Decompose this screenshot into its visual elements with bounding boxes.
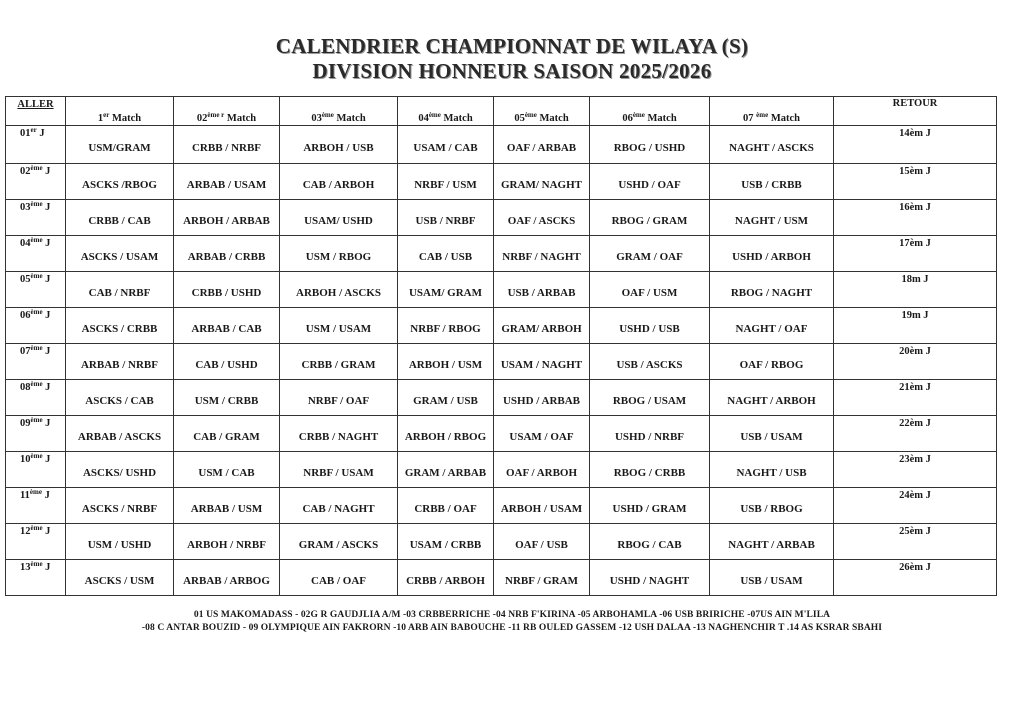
match-cell: NRBF / USAM [280, 452, 398, 488]
match-cell: USM / USHD [66, 524, 174, 560]
schedule-table [5, 96, 997, 596]
retour-cell: 15èm J [834, 164, 997, 200]
match-cell: USHD / NAGHT [590, 560, 710, 596]
match-cell: USHD / ARBOH [710, 236, 834, 272]
match-cell: CAB / NAGHT [280, 488, 398, 524]
match-header: $02^{ème r}$ Match [174, 97, 280, 126]
match-cell: USHD / GRAM [590, 488, 710, 524]
header-row [6, 97, 997, 126]
matchday-cell: 09ème J [6, 416, 66, 452]
retour-cell: 23èm J [834, 452, 997, 488]
match-cell: OAF / USM [590, 272, 710, 308]
table-row [6, 488, 997, 524]
match-cell: USAM / OAF [494, 416, 590, 452]
matchday-cell: 06ème J [6, 308, 66, 344]
retour-cell: 22èm J [834, 416, 997, 452]
match-cell: ASCKS / NRBF [66, 488, 174, 524]
retour-cell: 24èm J [834, 488, 997, 524]
table-row [6, 524, 997, 560]
match-cell: CAB / NRBF [66, 272, 174, 308]
table-row [6, 380, 997, 416]
retour-cell: 16èm J [834, 200, 997, 236]
match-cell: ARBAB / NRBF [66, 344, 174, 380]
match-cell: CAB / ARBOH [280, 164, 398, 200]
retour-cell: 14èm J [834, 126, 997, 164]
match-cell: ARBAB / ASCKS [66, 416, 174, 452]
match-cell: CRBB / CAB [66, 200, 174, 236]
match-cell: USB / ARBAB [494, 272, 590, 308]
matchday-cell: 08ème J [6, 380, 66, 416]
match-cell: OAF / ARBAB [494, 126, 590, 164]
match-header: 05ème Match [494, 97, 590, 126]
match-cell: GRAM/ ARBOH [494, 308, 590, 344]
table-row [6, 452, 997, 488]
match-cell: USHD / NRBF [590, 416, 710, 452]
match-cell: USAM/ GRAM [398, 272, 494, 308]
match-cell: USM / CRBB [174, 380, 280, 416]
match-cell: ARBOH / USB [280, 126, 398, 164]
match-cell: USM / RBOG [280, 236, 398, 272]
match-cell: RBOG / USAM [590, 380, 710, 416]
match-cell: ARBOH / USM [398, 344, 494, 380]
match-cell: CRBB / GRAM [280, 344, 398, 380]
retour-cell: 19m J [834, 308, 997, 344]
match-cell: ARBOH / USAM [494, 488, 590, 524]
retour-cell: 20èm J [834, 344, 997, 380]
match-cell: USB / RBOG [710, 488, 834, 524]
match-cell: NRBF / USM [398, 164, 494, 200]
match-cell: USB / ASCKS [590, 344, 710, 380]
match-cell: CAB / OAF [280, 560, 398, 596]
match-cell: CRBB / NRBF [174, 126, 280, 164]
match-cell: CAB / USB [398, 236, 494, 272]
match-cell: ARBAB / CAB [174, 308, 280, 344]
retour-cell: 25èm J [834, 524, 997, 560]
document-subtitle: DIVISION HONNEUR SAISON 2025/2026 [312, 59, 712, 83]
match-cell: USAM / CRBB [398, 524, 494, 560]
match-cell: ASCKS / CRBB [66, 308, 174, 344]
retour-header: RETOUR [834, 97, 997, 126]
match-cell: ARBOH / ASCKS [280, 272, 398, 308]
match-cell: RBOG / NAGHT [710, 272, 834, 308]
match-cell: GRAM / ASCKS [280, 524, 398, 560]
match-header: 06ème Match [590, 97, 710, 126]
match-cell: USAM/ USHD [280, 200, 398, 236]
match-cell: CAB / GRAM [174, 416, 280, 452]
match-cell: ARBAB / CRBB [174, 236, 280, 272]
match-cell: ARBOH / NRBF [174, 524, 280, 560]
match-cell: GRAM / OAF [590, 236, 710, 272]
match-cell: NRBF / GRAM [494, 560, 590, 596]
match-cell: CRBB / OAF [398, 488, 494, 524]
table-row [6, 344, 997, 380]
match-cell: CRBB / ARBOH [398, 560, 494, 596]
match-cell: ASCKS / USM [66, 560, 174, 596]
match-cell: USM / USAM [280, 308, 398, 344]
matchday-cell: 03ème J [6, 200, 66, 236]
matchday-cell: 10ème J [6, 452, 66, 488]
match-cell: USHD / ARBAB [494, 380, 590, 416]
match-cell: ARBAB / USAM [174, 164, 280, 200]
match-cell: ASCKS/ USHD [66, 452, 174, 488]
table-row [6, 560, 997, 596]
match-cell: USAM / NAGHT [494, 344, 590, 380]
table-row [6, 236, 997, 272]
matchday-cell: 04ème J [6, 236, 66, 272]
table-row [6, 164, 997, 200]
match-cell: USM/GRAM [66, 126, 174, 164]
matchday-cell: 01er J [6, 126, 66, 164]
retour-cell: 21èm J [834, 380, 997, 416]
match-cell: CRBB / USHD [174, 272, 280, 308]
match-cell: CRBB / NAGHT [280, 416, 398, 452]
match-cell: NRBF / RBOG [398, 308, 494, 344]
match-header: 1er Match [66, 97, 174, 126]
match-cell: GRAM/ NAGHT [494, 164, 590, 200]
match-cell: USHD / USB [590, 308, 710, 344]
match-cell: NRBF / NAGHT [494, 236, 590, 272]
match-cell: NAGHT / ARBOH [710, 380, 834, 416]
match-cell: ARBOH / ARBAB [174, 200, 280, 236]
match-cell: NRBF / OAF [280, 380, 398, 416]
legend-line: 01 US MAKOMADASS - 02G R GAUDJLIA A/M -03 CRBBERRICHE -04 NRB F'KIRINA -05 ARBOHAMLA -06 USB BRIRICHE -07US AIN M'LILA [193, 610, 831, 620]
match-cell: GRAM / ARBAB [398, 452, 494, 488]
match-cell: RBOG / CRBB [590, 452, 710, 488]
match-header: 07 $^{ème}$ Match [710, 97, 834, 126]
legend-line: -08 C ANTAR BOUZID - 09 OLYMPIQUE AIN FAKRORN -10 ARB AIN BABOUCHE -11 RB OULED GASSEM -12 USH DALAA -13 NAGHENCHIR T .14 AS KSRAR SBAHI [141, 623, 883, 633]
retour-cell: 26èm J [834, 560, 997, 596]
match-header: 04ème Match [398, 97, 494, 126]
match-cell: OAF / RBOG [710, 344, 834, 380]
match-cell: ARBAB / ARBOG [174, 560, 280, 596]
match-cell: USB / CRBB [710, 164, 834, 200]
match-header: 03ème Match [280, 97, 398, 126]
matchday-cell: 05ème J [6, 272, 66, 308]
match-cell: USM / CAB [174, 452, 280, 488]
matchday-cell: 12ème J [6, 524, 66, 560]
match-cell: NAGHT / ASCKS [710, 126, 834, 164]
aller-header: ALLER [6, 97, 66, 126]
match-cell: NAGHT / USM [710, 200, 834, 236]
match-cell: RBOG / USHD [590, 126, 710, 164]
table-row [6, 200, 997, 236]
match-cell: RBOG / CAB [590, 524, 710, 560]
match-cell: OAF / USB [494, 524, 590, 560]
match-cell: NAGHT / ARBAB [710, 524, 834, 560]
table-row [6, 126, 997, 164]
match-cell: USB / NRBF [398, 200, 494, 236]
retour-cell: 18m J [834, 272, 997, 308]
match-cell: USB / USAM [710, 416, 834, 452]
match-cell: NAGHT / USB [710, 452, 834, 488]
match-cell: NAGHT / OAF [710, 308, 834, 344]
match-cell: GRAM / USB [398, 380, 494, 416]
match-cell: ASCKS /RBOG [66, 164, 174, 200]
match-cell: USHD / OAF [590, 164, 710, 200]
match-cell: OAF / ASCKS [494, 200, 590, 236]
matchday-cell: 11ème J [6, 488, 66, 524]
match-cell: RBOG / GRAM [590, 200, 710, 236]
match-cell: USAM / CAB [398, 126, 494, 164]
matchday-cell: 07ème J [6, 344, 66, 380]
match-cell: ASCKS / CAB [66, 380, 174, 416]
table-row [6, 272, 997, 308]
match-cell: OAF / ARBOH [494, 452, 590, 488]
matchday-cell: 02ème J [6, 164, 66, 200]
match-cell: ARBAB / USM [174, 488, 280, 524]
match-cell: CAB / USHD [174, 344, 280, 380]
table-row [6, 308, 997, 344]
match-cell: ASCKS / USAM [66, 236, 174, 272]
match-cell: ARBOH / RBOG [398, 416, 494, 452]
match-cell: USB / USAM [710, 560, 834, 596]
matchday-cell: 13ème J [6, 560, 66, 596]
retour-cell: 17èm J [834, 236, 997, 272]
document-title: CALENDRIER CHAMPIONNAT DE WILAYA (S) [275, 34, 749, 58]
table-row [6, 416, 997, 452]
